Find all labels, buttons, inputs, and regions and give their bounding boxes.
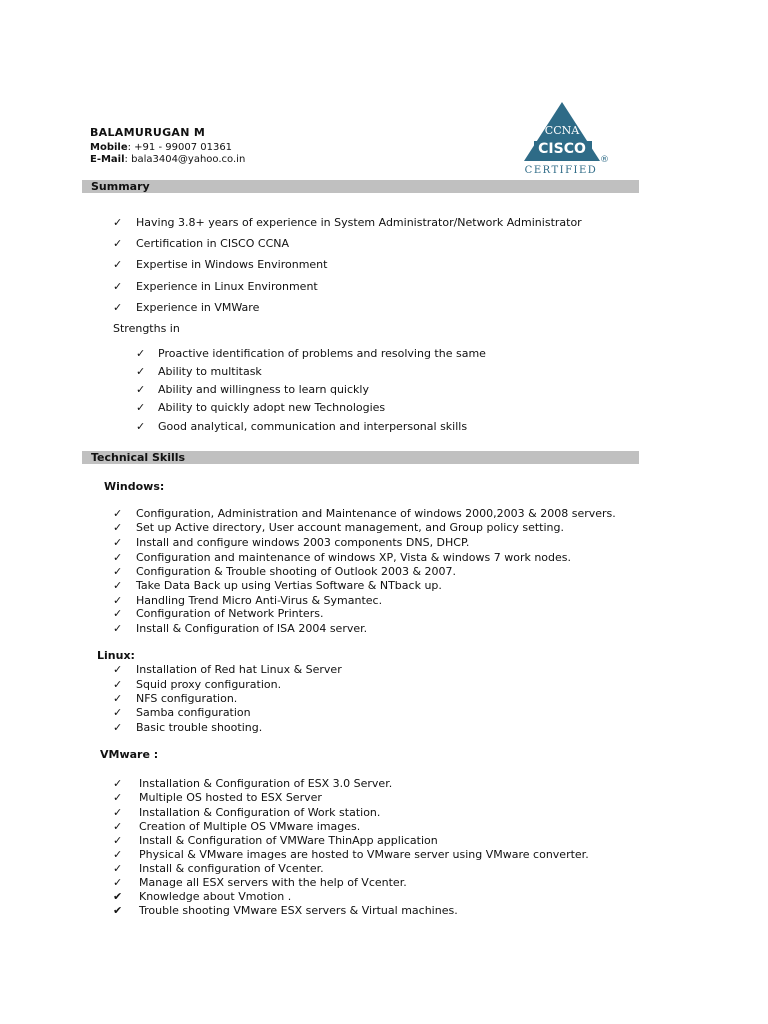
checkmark-icon: ✓ <box>113 806 123 819</box>
checkmark-icon: ✓ <box>113 692 123 705</box>
list-item-text: Configuration and maintenance of windows XP, Vista & windows 7 work nodes. <box>136 551 572 564</box>
list-item-text: Install and configure windows 2003 components DNS, DHCP. <box>136 536 470 549</box>
checkmark-icon: ✓ <box>113 848 123 861</box>
email-label: E-Mail <box>90 154 125 165</box>
checkmark-icon: ✓ <box>113 507 123 520</box>
list-item-text: Experience in VMWare <box>136 301 260 314</box>
logo-registered-mark: ® <box>600 155 609 165</box>
ccna-cisco-certified-logo <box>518 101 613 176</box>
checkmark-icon: ✔ <box>113 890 123 903</box>
checkmark-icon: ✓ <box>113 536 123 549</box>
checkmark-icon: ✓ <box>113 862 123 875</box>
list-item-text: Configuration & Trouble shooting of Outlook 2003 & 2007. <box>136 565 457 578</box>
ccna-triangle-icon <box>518 101 613 176</box>
list-item-text: Ability to quickly adopt new Technologies <box>158 401 386 414</box>
email-line <box>90 154 245 165</box>
list-item-text: Set up Active directory, User account management, and Group policy setting. <box>136 521 564 534</box>
list-item-text: Knowledge about Vmotion . <box>139 890 292 903</box>
windows-label: Windows: <box>104 480 165 493</box>
checkmark-icon: ✓ <box>113 607 123 620</box>
checkmark-icon: ✓ <box>113 876 123 889</box>
list-item-text: Certification in CISCO CCNA <box>136 237 290 250</box>
list-item-text: Manage all ESX servers with the help of Vcenter. <box>139 876 407 889</box>
checkmark-icon: ✓ <box>113 663 123 676</box>
checkmark-icon: ✓ <box>113 594 123 607</box>
list-item-text: Take Data Back up using Vertias Software & NTback up. <box>136 579 442 592</box>
checkmark-icon: ✓ <box>113 706 123 719</box>
email-value: : bala3404@yahoo.co.in <box>124 154 246 165</box>
checkmark-icon: ✓ <box>136 365 146 378</box>
summary-heading: Summary <box>91 180 150 193</box>
technical-skills-heading: Technical Skills <box>91 451 186 464</box>
list-item-text: Configuration, Administration and Maintenance of windows 2000,2003 & 2008 servers. <box>136 507 616 520</box>
checkmark-icon: ✓ <box>113 579 123 592</box>
checkmark-icon: ✓ <box>113 834 123 847</box>
mobile-value: : +91 - 99007 01361 <box>127 142 233 153</box>
checkmark-icon: ✓ <box>113 820 123 833</box>
list-item-text: Physical & VMware images are hosted to VMware server using VMware converter. <box>139 848 589 861</box>
vmware-label: VMware : <box>100 748 159 761</box>
summary-section-header <box>82 180 639 193</box>
technical-skills-section-header <box>82 451 639 464</box>
list-item-text: Installation & Configuration of Work station. <box>139 806 381 819</box>
checkmark-icon: ✓ <box>113 237 123 250</box>
list-item-text: Good analytical, communication and interpersonal skills <box>158 420 468 433</box>
mobile-label: Mobile <box>90 142 128 153</box>
checkmark-icon: ✓ <box>113 721 123 734</box>
checkmark-icon: ✓ <box>136 420 146 433</box>
checkmark-icon: ✓ <box>113 791 123 804</box>
checkmark-icon: ✓ <box>113 258 123 271</box>
checkmark-icon: ✓ <box>136 347 146 360</box>
list-item-text: Multiple OS hosted to ESX Server <box>139 791 322 804</box>
logo-cisco-text: CISCO <box>538 141 586 157</box>
list-item-text: Installation & Configuration of ESX 3.0 Server. <box>139 777 393 790</box>
strengths-label: Strengths in <box>113 322 180 335</box>
list-item-text: Squid proxy configuration. <box>136 678 282 691</box>
checkmark-icon: ✓ <box>113 777 123 790</box>
candidate-name: BALAMURUGAN M <box>90 126 206 139</box>
list-item-text: Install & Configuration of ISA 2004 server. <box>136 622 368 635</box>
checkmark-icon: ✓ <box>113 280 123 293</box>
list-item-text: Handling Trend Micro Anti-Virus & Symantec. <box>136 594 383 607</box>
list-item-text: Creation of Multiple OS VMware images. <box>139 820 361 833</box>
list-item-text: Basic trouble shooting. <box>136 721 263 734</box>
checkmark-icon: ✓ <box>113 216 123 229</box>
mobile-line <box>90 142 232 153</box>
list-item-text: Expertise in Windows Environment <box>136 258 328 271</box>
checkmark-icon: ✓ <box>136 401 146 414</box>
checkmark-icon: ✓ <box>113 678 123 691</box>
checkmark-icon: ✓ <box>113 301 123 314</box>
list-item-text: Install & Configuration of VMWare ThinApp application <box>139 834 438 847</box>
list-item-text: Install & configuration of Vcenter. <box>139 862 324 875</box>
logo-certified-text: CERTIFIED <box>524 165 598 176</box>
list-item-text: Trouble shooting VMware ESX servers & Virtual machines. <box>139 904 458 917</box>
list-item-text: Ability to multitask <box>158 365 262 378</box>
checkmark-icon: ✓ <box>113 521 123 534</box>
list-item-text: Experience in Linux Environment <box>136 280 318 293</box>
checkmark-icon: ✓ <box>113 551 123 564</box>
list-item-text: NFS configuration. <box>136 692 238 705</box>
list-item-text: Installation of Red hat Linux & Server <box>136 663 342 676</box>
list-item-text: Ability and willingness to learn quickly <box>158 383 369 396</box>
checkmark-icon: ✓ <box>113 565 123 578</box>
list-item-text: Samba configuration <box>136 706 251 719</box>
list-item-text: Configuration of Network Printers. <box>136 607 324 620</box>
list-item-text: Proactive identification of problems and resolving the same <box>158 347 486 360</box>
logo-ccna-text: CCNA <box>544 124 580 137</box>
checkmark-icon: ✓ <box>113 622 123 635</box>
linux-label: Linux: <box>97 649 135 662</box>
list-item-text: Having 3.8+ years of experience in System Administrator/Network Administrator <box>136 216 582 229</box>
checkmark-icon: ✓ <box>136 383 146 396</box>
checkmark-icon: ✔ <box>113 904 123 917</box>
